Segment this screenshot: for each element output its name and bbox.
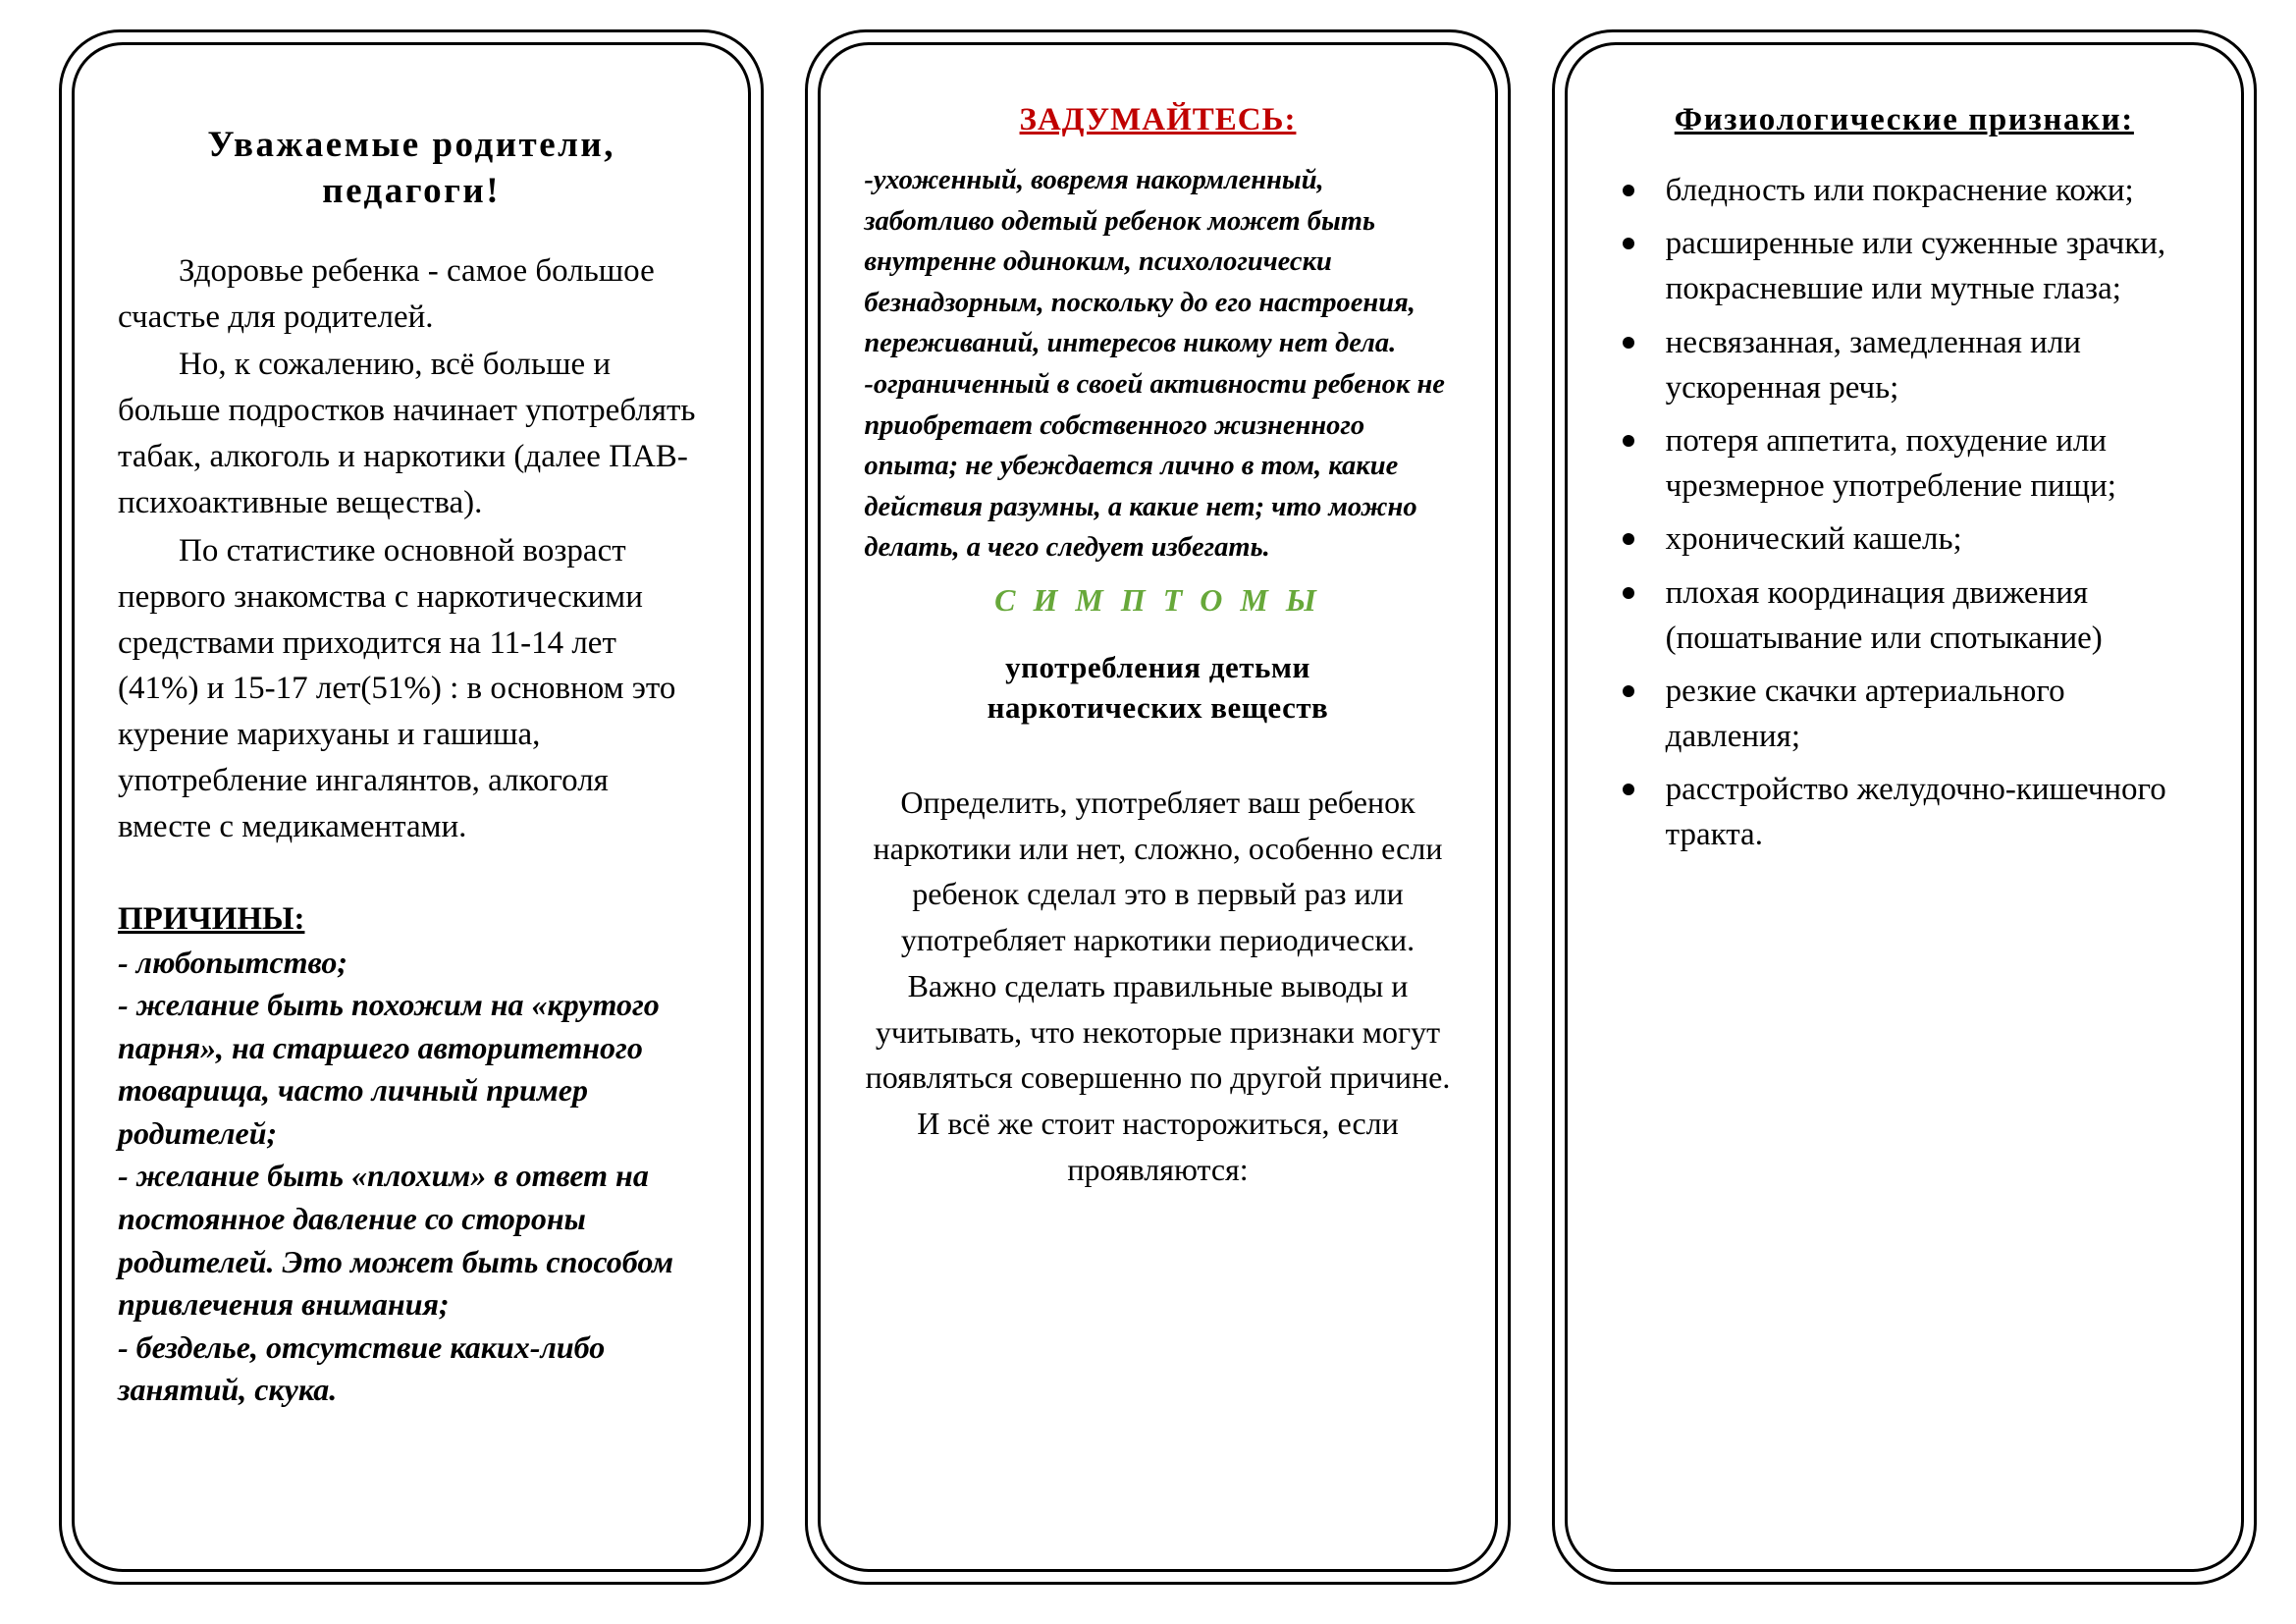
- list-item: плохая координация движения (пошатывание или спотыкание): [1611, 570, 2198, 661]
- page-title: Уважаемые родители, педагоги!: [207, 125, 615, 212]
- reason-item: - безделье, отсутствие каких-либо занятий, скука.: [118, 1328, 606, 1408]
- list-item: резкие скачки артериального давления;: [1611, 669, 2198, 759]
- panel-parents-teachers-inner: [72, 42, 751, 1572]
- symptoms-body-text: Определить, употребляет ваш ребенок наркотики или нет, сложно, особенно если ребенок сделал это в первый раз или употребляет наркотики периодически. Важно сделать правильные выводы и учитывать, что некоторые признаки могут появляться совершенно по другой причине. И всё же стоит насторожиться, если проявляются:: [865, 784, 1451, 1187]
- symptoms-heading: С И М П Т О М Ы: [994, 582, 1321, 619]
- statement-item: -ограниченный в своей активности ребенок не приобретает собственного жизненного опыта; не убеждается лично в том, какие действия разумны, а какие нет; что можно делать, а чего следует избегать.: [864, 369, 1445, 564]
- intro-paragraph-3: По статистике основной возраст первого знакомства с наркотическими средствами приходится на 11-14 лет (41%) и 15-17 лет(51%) : в основном это курение марихуаны и гашиша, употребление ингалянтов, алкоголя вместе с медикаментами.: [118, 532, 676, 845]
- statement-item: -ухоженный, вовремя накормленный, заботливо одетый ребенок может быть внутренне одиноким, психологически безнадзорным, поскольку до его настроения, переживаний, интересов никому нет дела.: [864, 165, 1415, 359]
- panel-think-about-it: [805, 29, 1510, 1585]
- list-item: хронический кашель;: [1611, 516, 2198, 562]
- symptoms-subheading: употребления детьми наркотических веществ: [987, 650, 1329, 725]
- list-item: расстройство желудочно-кишечного тракта.: [1611, 767, 2198, 857]
- list-item: несвязанная, замедленная или ускоренная речь;: [1611, 320, 2198, 410]
- intro-paragraph-1: Здоровье ребенка - самое большое счастье для родителей.: [118, 252, 655, 335]
- panel-physiological-signs-inner: [1565, 42, 2244, 1572]
- intro-paragraph-2: Но, к сожалению, всё больше и больше подростков начинает употреблять табак, алкоголь и наркотики (далее ПАВ-психоактивные вещества).: [118, 347, 696, 521]
- panel-physiological-signs: [1552, 29, 2257, 1585]
- physiological-signs-list: [1611, 168, 2198, 858]
- reasons-heading: ПРИЧИНЫ:: [118, 900, 305, 937]
- panel-parents-teachers: [59, 29, 764, 1585]
- panel-think-about-it-inner: [818, 42, 1497, 1572]
- reason-item: - желание быть «плохим» в ответ на постоянное давление со стороны родителей. Это может быть способом привлечения внимания;: [118, 1158, 674, 1323]
- list-item: потеря аппетита, похудение или чрезмерное употребление пищи;: [1611, 418, 2198, 509]
- reason-item: - желание быть похожим на «крутого парня», на старшего авторитетного товарища, часто личный пример родителей;: [118, 987, 660, 1151]
- physiological-signs-heading: Физиологические признаки:: [1674, 102, 2134, 137]
- think-about-it-heading: ЗАДУМАЙТЕСЬ:: [1019, 102, 1297, 137]
- reason-item: - любопытство;: [118, 944, 348, 980]
- list-item: бледность или покраснение кожи;: [1611, 168, 2198, 213]
- list-item: расширенные или суженные зрачки, покрасневшие или мутные глаза;: [1611, 221, 2198, 311]
